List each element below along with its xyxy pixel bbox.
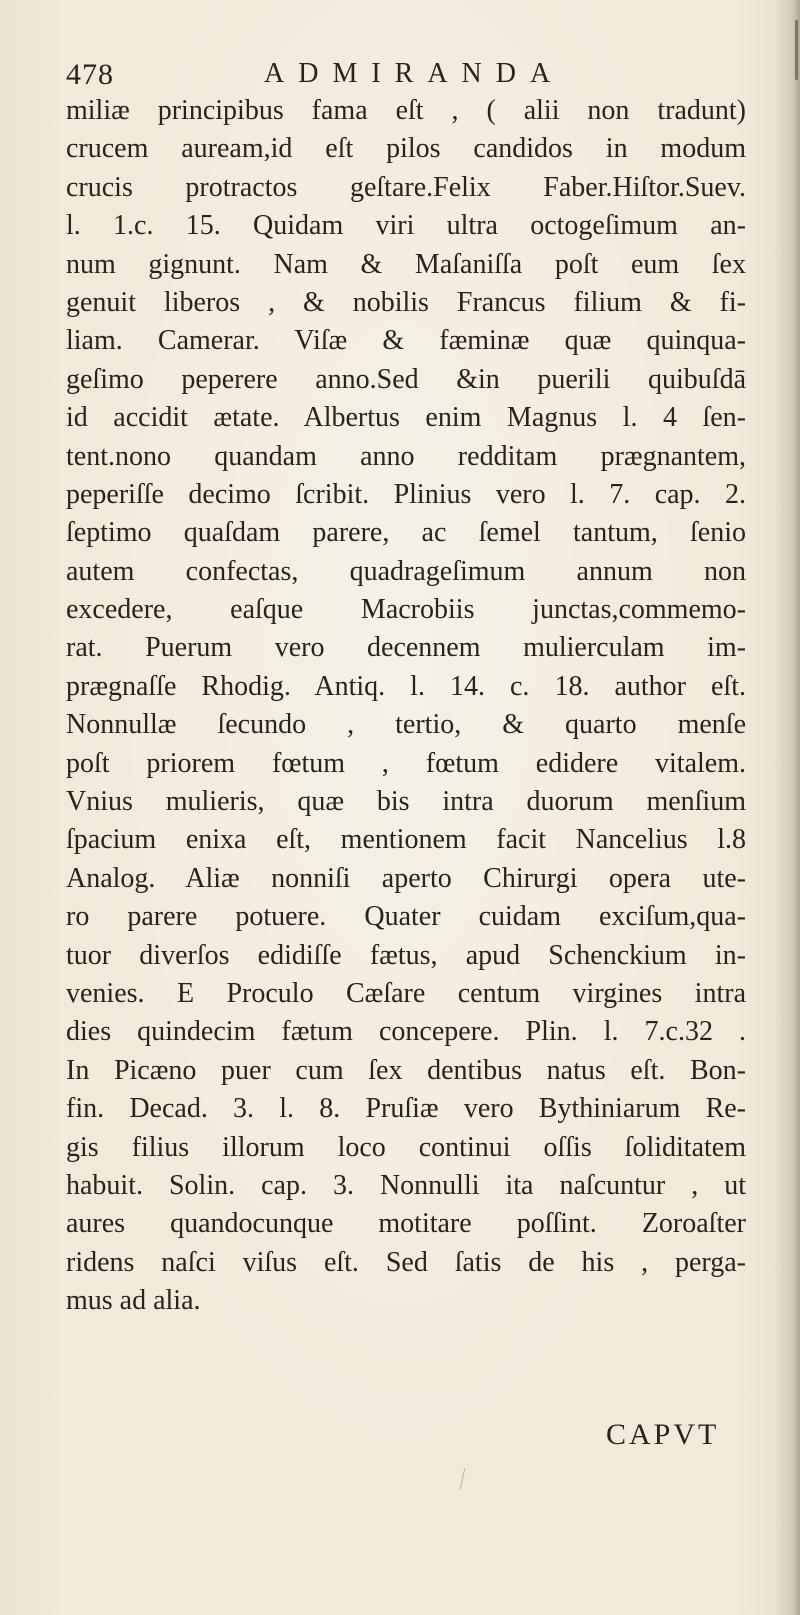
- text-line: geſimo peperere anno.Sed &in puerili quibuſdā: [66, 363, 746, 395]
- ink-mark: [460, 1468, 466, 1490]
- page-number: 478: [66, 58, 114, 91]
- text-line: mus ad alia.: [66, 1285, 201, 1317]
- page-header: [66, 58, 746, 94]
- page-edge-mark: [795, 20, 798, 80]
- text-line: ſeptimo quaſdam parere, ac ſemel tantum, ſenio: [66, 517, 746, 549]
- text-line: ridens naſci viſus eſt. Sed ſatis de his , perga-: [66, 1246, 746, 1278]
- text-line: autem confectas, quadrageſimum annum non: [66, 555, 746, 587]
- text-line: prægnaſſe Rhodig. Antiq. l. 14. c. 18. author eſt.: [66, 670, 746, 702]
- text-line: excedere, eaſque Macrobiis junctas,commemo-: [66, 594, 746, 626]
- text-line: venies. E Proculo Cæſare centum virgines intra: [66, 977, 746, 1009]
- text-line: rat. Puerum vero decennem mulierculam im-: [66, 632, 746, 664]
- text-line: Vnius mulieris, quæ bis intra duorum menſium: [66, 786, 746, 818]
- text-line: crucis protractos geſtare.Felix Faber.Hiſtor.Suev.: [66, 171, 746, 203]
- running-head: ADMIRANDA: [264, 58, 565, 89]
- text-line: num gignunt. Nam & Maſaniſſa poſt eum ſex: [66, 248, 746, 280]
- text-line: dies quindecim fætum concepere. Plin. l. 7.c.32 .: [66, 1016, 746, 1048]
- text-line: peperiſſe decimo ſcribit. Plinius vero l. 7. cap. 2.: [66, 478, 746, 510]
- text-line: aures quandocunque motitare poſſint. Zoroaſter: [66, 1208, 746, 1240]
- text-line: Nonnullæ ſecundo , tertio, & quarto menſe: [66, 709, 746, 741]
- catchword: CAPVT: [606, 1418, 720, 1451]
- text-line: In Picæno puer cum ſex dentibus natus eſt. Bon-: [66, 1054, 746, 1086]
- text-line: id accidit ætate. Albertus enim Magnus l. 4 ſen-: [66, 402, 746, 434]
- text-line: tent.nono quandam anno redditam prægnantem,: [66, 440, 746, 472]
- text-line: crucem auream,id eſt pilos candidos in modum: [66, 133, 746, 165]
- text-line: habuit. Solin. cap. 3. Nonnulli ita naſcuntur , ut: [66, 1169, 746, 1201]
- text-line: Analog. Aliæ nonniſi aperto Chirurgi opera ute-: [66, 862, 746, 894]
- text-line: poſt priorem fœtum , fœtum edidere vitalem.: [66, 747, 746, 779]
- text-line: fin. Decad. 3. l. 8. Pruſiæ vero Bythiniarum Re-: [66, 1093, 746, 1125]
- text-line: ro parere potuere. Quater cuidam exciſum,qua-: [66, 901, 746, 933]
- text-line: genuit liberos , & nobilis Francus filium & fi-: [66, 286, 746, 318]
- text-line: l. 1.c. 15. Quidam viri ultra octogeſimum an-: [66, 210, 746, 242]
- text-line: tuor diverſos edidiſſe fætus, apud Schenckium in-: [66, 939, 746, 971]
- text-line: ſpacium enixa eſt, mentionem facit Nancelius l.8: [66, 824, 746, 856]
- text-line: gis filius illorum loco continui oſſis ſoliditatem: [66, 1131, 746, 1163]
- page-gutter-shadow: [774, 0, 800, 1615]
- body-text: [66, 92, 746, 1321]
- text-line: liam. Camerar. Viſæ & fæminæ quæ quinqua-: [66, 325, 746, 357]
- text-line: miliæ principibus fama eſt , ( alii non tradunt): [66, 95, 746, 126]
